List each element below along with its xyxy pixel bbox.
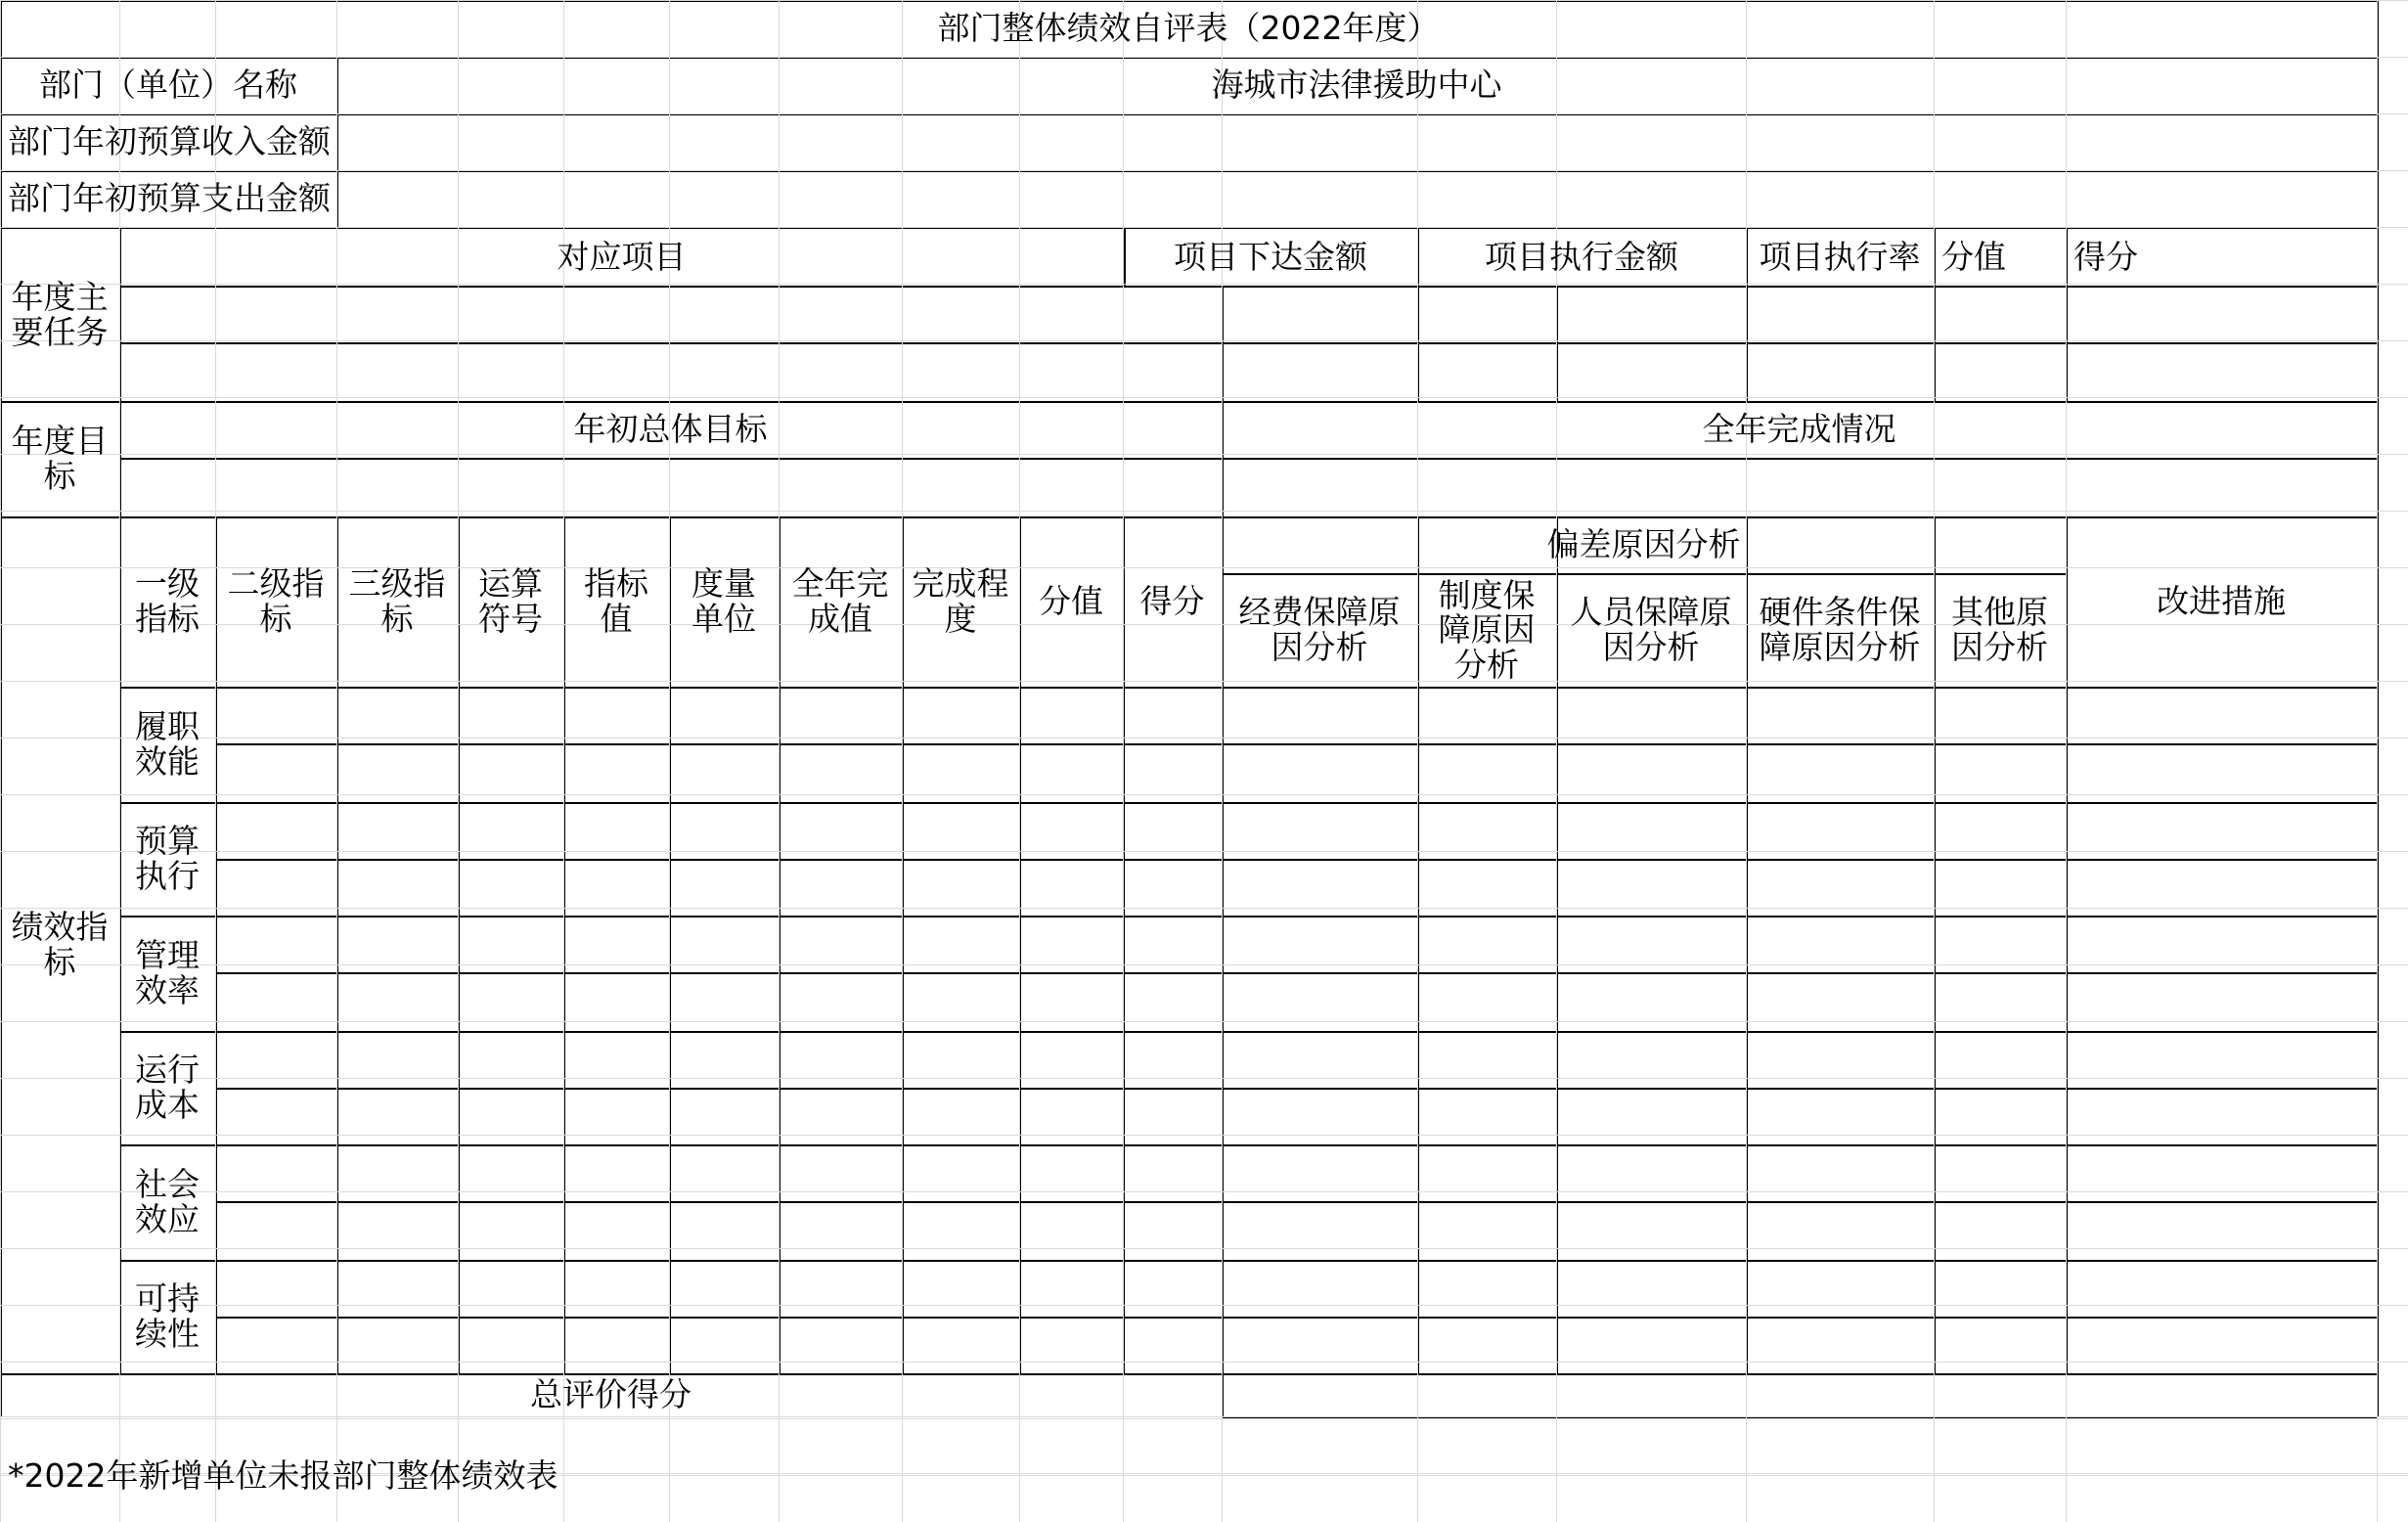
deviation-hardware: 硬件条件保 障原因分析 <box>1759 593 1921 666</box>
improvement-header: 改进措施 <box>2157 582 2286 621</box>
tasks-header-score: 得分 <box>2074 238 2138 277</box>
tasks-header-rate: 项目执行率 <box>1759 238 1921 277</box>
gridline <box>0 738 2408 739</box>
gridline <box>0 1305 2408 1306</box>
header-score-value: 分值 <box>1039 582 1103 621</box>
gridline <box>0 1248 2408 1249</box>
gridline <box>0 1078 2408 1079</box>
gridline <box>0 851 2408 852</box>
gridline <box>0 1362 2408 1363</box>
annual-tasks-label: 年度主 要任务 <box>11 278 109 351</box>
deviation-personnel: 人员保障原 因分析 <box>1570 593 1732 666</box>
gridline <box>2377 0 2378 1522</box>
header-level1: 一级 指标 <box>135 564 200 638</box>
table-title: 部门整体绩效自评表（2022年度） <box>937 9 1440 48</box>
header-indicator-value: 指标 值 <box>584 564 648 638</box>
annual-goals-label: 年度目 标 <box>11 422 109 495</box>
category-budget-execution: 预算 执行 <box>135 822 200 895</box>
table-border <box>215 859 2377 861</box>
indicators-label: 绩效指 标 <box>11 908 109 981</box>
gridline <box>0 397 2408 398</box>
budget-expense-value[interactable] <box>336 170 2377 227</box>
gridline <box>0 964 2408 965</box>
tasks-header-score-value: 分值 <box>1941 238 2006 277</box>
gridline <box>0 1416 2408 1417</box>
header-annual-value: 全年完 成值 <box>791 564 889 638</box>
header-level3: 三级指 标 <box>348 564 446 638</box>
budget-income-label: 部门年初预算收入金额 <box>8 122 331 161</box>
gridline <box>0 511 2408 512</box>
budget-expense-label: 部门年初预算支出金额 <box>8 179 331 218</box>
table-border <box>215 1088 2377 1090</box>
total-score-label: 总评价得分 <box>530 1375 691 1414</box>
header-level2: 二级指 标 <box>227 564 325 638</box>
header-unit: 度量 单位 <box>691 564 756 638</box>
deviation-header: 偏差原因分析 <box>1546 525 1741 564</box>
gridline <box>0 794 2408 795</box>
gridline <box>0 340 2408 341</box>
category-management-efficiency: 管理 效率 <box>135 936 200 1009</box>
footnote: *2022年新增单位未报部门整体绩效表 <box>8 1456 558 1496</box>
gridline <box>0 1135 2408 1136</box>
table-border <box>215 1201 2377 1203</box>
category-social-effect: 社会 效应 <box>135 1165 200 1238</box>
dept-name-label: 部门（单位）名称 <box>39 66 297 105</box>
gridline <box>0 1191 2408 1192</box>
budget-income-value[interactable] <box>336 113 2377 170</box>
gridline <box>0 1418 2408 1419</box>
table-border <box>215 743 2377 745</box>
total-score-value[interactable] <box>1222 1373 2377 1416</box>
tasks-header-executed: 项目执行金额 <box>1485 238 1678 277</box>
gridline <box>0 227 2408 228</box>
header-operator: 运算 符号 <box>478 564 543 638</box>
header-completion-degree: 完成程 度 <box>912 564 1009 638</box>
deviation-funding: 经费保障原 因分析 <box>1238 593 1401 666</box>
tasks-header-allocated: 项目下达金额 <box>1174 238 1367 277</box>
goals-completion-header: 全年完成情况 <box>1702 410 1896 449</box>
header-score: 得分 <box>1139 582 1205 621</box>
table-border <box>215 972 2377 974</box>
deviation-system: 制度保 障原因 分析 <box>1438 575 1536 684</box>
gridline <box>0 1021 2408 1022</box>
category-operating-cost: 运行 成本 <box>135 1051 200 1124</box>
deviation-other: 其他原 因分析 <box>1951 593 2048 666</box>
goals-initial-header: 年初总体目标 <box>573 410 768 449</box>
tasks-header-project: 对应项目 <box>557 238 687 277</box>
category-duty-efficiency: 履职 效能 <box>135 707 200 781</box>
table-border <box>215 1317 2377 1319</box>
gridline <box>0 908 2408 909</box>
category-sustainability: 可持 续性 <box>135 1279 200 1353</box>
dept-name-value[interactable]: 海城市法律援助中心 <box>1211 66 1502 105</box>
